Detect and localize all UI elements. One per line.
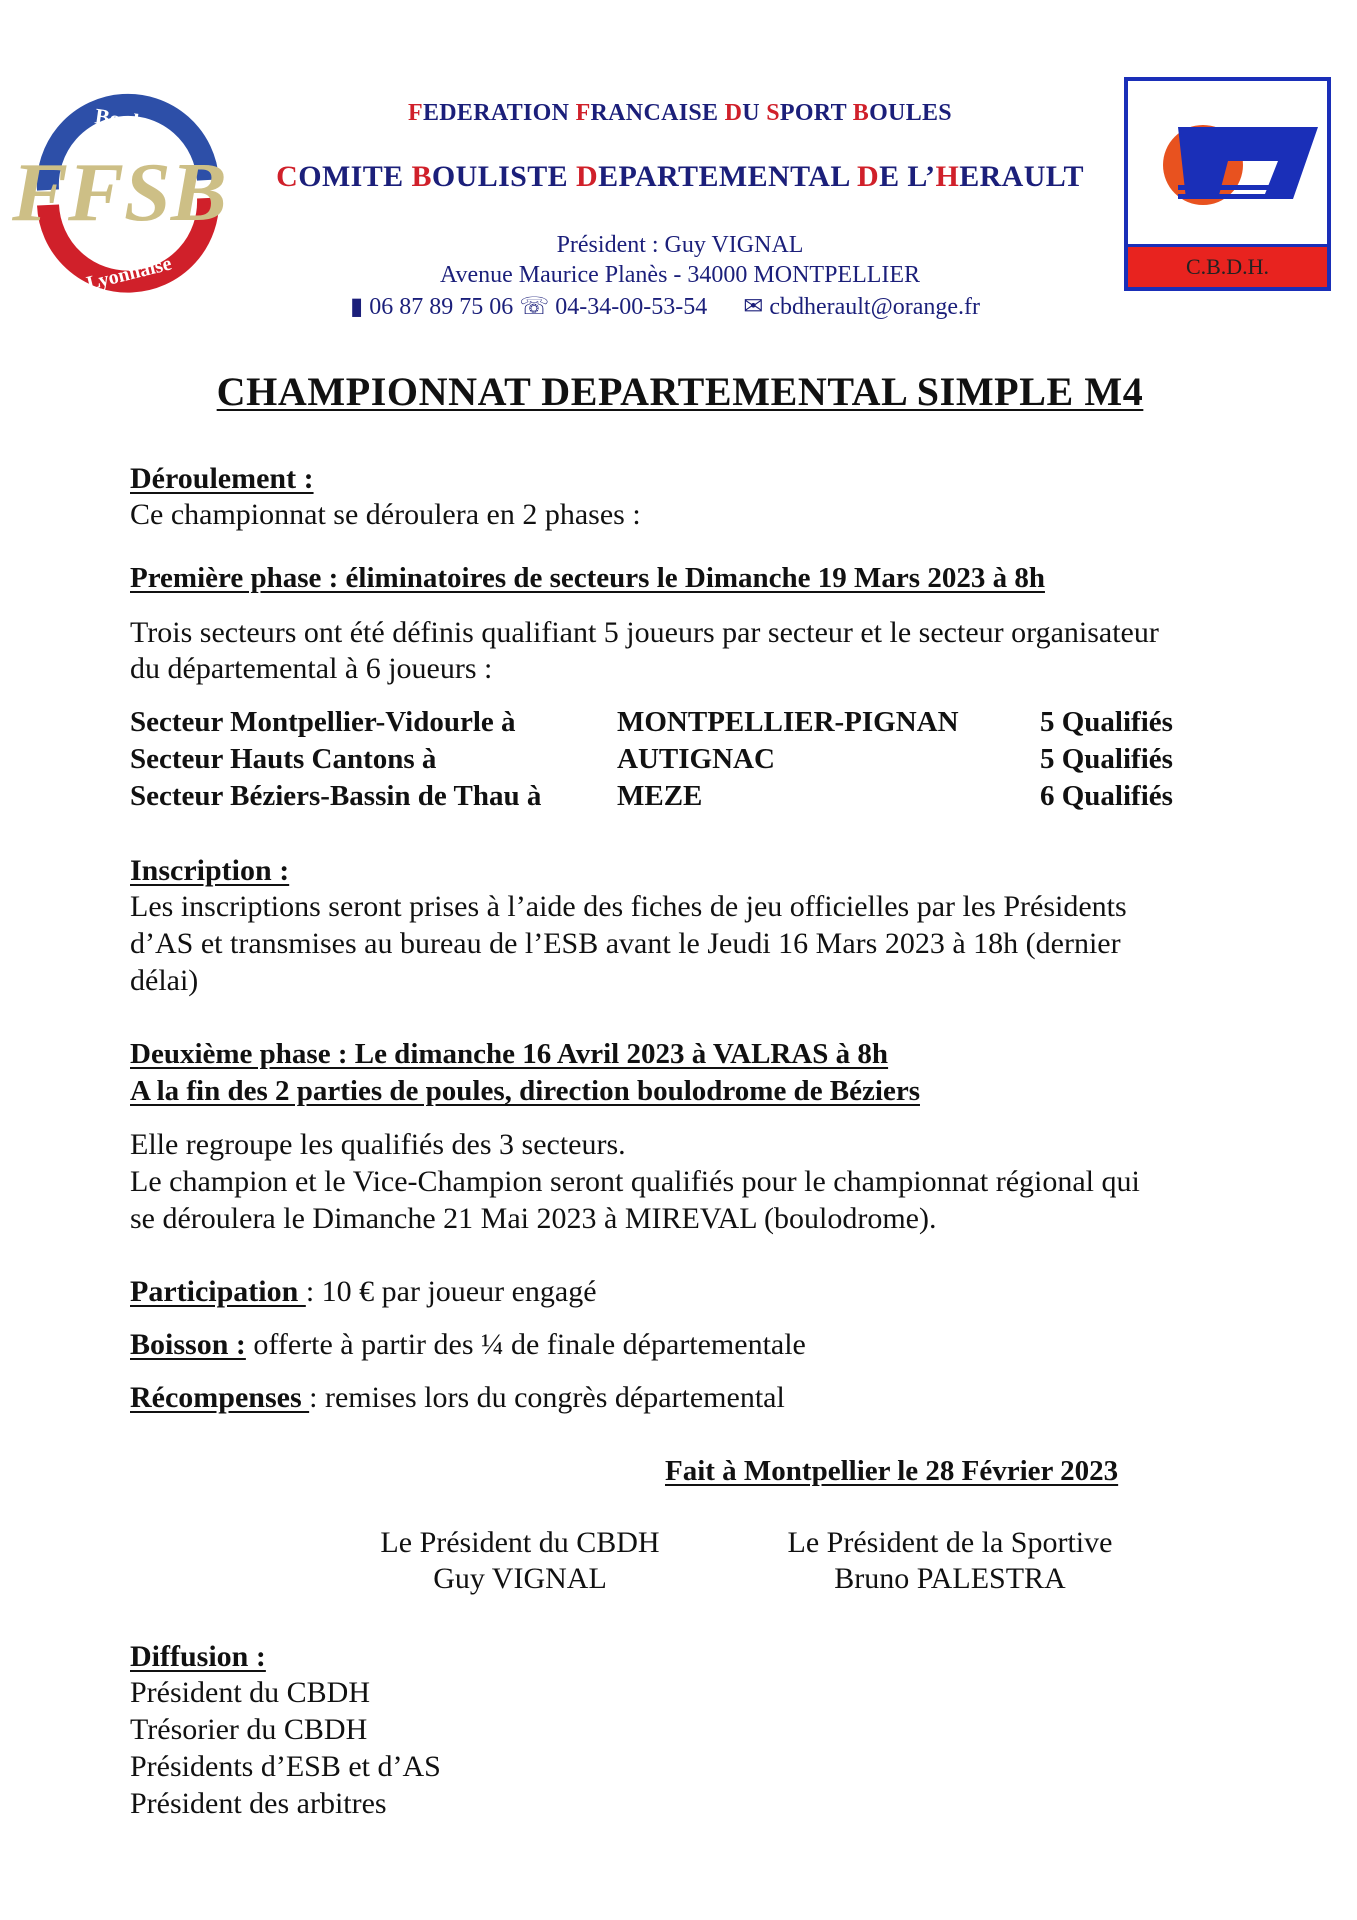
deroulement-text: Ce championnat se déroulera en 2 phases : — [130, 498, 641, 531]
cbdh-emblem-icon — [1128, 81, 1327, 241]
phase2-line-2: Le champion et le Vice-Champion seront qualifiés pour le championnat régional qui — [130, 1165, 1140, 1198]
phase2-line-1: Elle regroupe les qualifiés des 3 secteurs. — [130, 1128, 626, 1161]
logo-bottom-text: Lyonnaise — [84, 252, 174, 294]
diffusion-item: Président du CBDH — [130, 1676, 370, 1709]
email-address: cbdherault@orange.fr — [769, 294, 980, 320]
phase2-heading-1: Deuxième phase : Le dimanche 16 Avril 2023 à VALRAS à 8h — [130, 1038, 889, 1070]
sector-qualified: 6 Qualifiés — [1040, 780, 1173, 812]
sector-location: MEZE — [617, 780, 703, 812]
inscription-line-2: d’AS et transmises au bureau de l’ESB avant le Jeudi 16 Mars 2023 à 18h (dernier — [130, 927, 1121, 960]
inscription-heading: Inscription : — [130, 854, 290, 887]
recompenses-label: Récompenses — [130, 1381, 310, 1414]
logo-main-text: FFSB — [12, 146, 227, 239]
participation-text: : 10 € par joueur engagé — [305, 1275, 597, 1308]
inscription-line-1: Les inscriptions seront prises à l’aide des fiches de jeu officielles par les Présidents — [130, 890, 1127, 923]
mobile-number: 06 87 89 75 06 — [369, 294, 514, 320]
fait-line: Fait à Montpellier le 28 Février 2023 — [665, 1455, 1119, 1487]
participation-row — [130, 1275, 597, 1309]
sector-location: AUTIGNAC — [617, 743, 775, 775]
boisson-row — [130, 1328, 806, 1362]
boisson-text: offerte à partir des ¼ de finale départementale — [245, 1328, 806, 1361]
federation-title — [300, 100, 1060, 127]
address-line: Avenue Maurice Planès - 34000 MONTPELLIER — [439, 262, 921, 288]
sector-qualified: 5 Qualifiés — [1040, 743, 1173, 775]
diffusion-item: Trésorier du CBDH — [130, 1713, 368, 1746]
mobile-icon: ▮ — [350, 294, 364, 320]
sector-name: Secteur Montpellier-Vidourle à — [130, 706, 516, 738]
page-title: CHAMPIONNAT DEPARTEMENTAL SIMPLE M4 — [216, 369, 1144, 414]
signature-role: Le Président du CBDH — [380, 1526, 660, 1559]
boisson-label: Boisson : — [130, 1328, 246, 1361]
phase1-heading: Première phase : éliminatoires de secteurs le Dimanche 19 Mars 2023 à 8h — [130, 562, 1045, 594]
sector-qualified: 5 Qualifiés — [1040, 706, 1173, 738]
phase1-text-1: Trois secteurs ont été définis qualifiant 5 joueurs par secteur et le secteur organisateur — [130, 616, 1159, 649]
signature-role: Le Président de la Sportive — [787, 1526, 1113, 1559]
participation-label: Participation — [130, 1275, 306, 1308]
comite-text: COMITE BOULISTE DEPARTEMENTAL DE L’HERAULT — [276, 160, 1084, 193]
inscription-line-3: délai) — [130, 964, 199, 997]
sector-name: Secteur Hauts Cantons à — [130, 743, 437, 775]
contact-line — [350, 292, 1070, 321]
sector-name: Secteur Béziers-Bassin de Thau à — [130, 780, 542, 812]
email-icon: ✉ — [743, 294, 764, 320]
diffusion-heading: Diffusion : — [130, 1640, 266, 1673]
president-line: Président : Guy VIGNAL — [556, 232, 804, 258]
cbdh-label: C.B.D.H. — [1128, 244, 1327, 287]
ffsb-logo — [8, 80, 250, 294]
phase1-text-2: du départemental à 6 joueurs : — [130, 652, 493, 685]
signature-right — [760, 1526, 1140, 1596]
phone-icon: ☏ — [519, 294, 550, 320]
phase2-line-3: se déroulera le Dimanche 21 Mai 2023 à MIREVAL (boulodrome). — [130, 1202, 937, 1235]
federation-text: FEDERATION FRANCAISE DU SPORT BOULES — [408, 100, 952, 126]
signature-name: Guy VIGNAL — [433, 1562, 607, 1595]
deroulement-heading: Déroulement : — [130, 462, 314, 495]
signature-name: Bruno PALESTRA — [834, 1562, 1066, 1595]
comite-title — [270, 160, 1090, 194]
recompenses-text: : remises lors du congrès départemental — [309, 1381, 785, 1414]
phase2-heading-2: A la fin des 2 parties de poules, direction boulodrome de Béziers — [130, 1075, 920, 1107]
cbdh-logo — [1124, 77, 1331, 291]
signature-left — [355, 1526, 685, 1596]
recompenses-row — [130, 1381, 785, 1415]
diffusion-item: Présidents d’ESB et d’AS — [130, 1750, 441, 1783]
diffusion-item: Président des arbitres — [130, 1787, 387, 1820]
phone-number: 04-34-00-53-54 — [555, 294, 708, 320]
sector-location: MONTPELLIER-PIGNAN — [617, 706, 959, 738]
logo-top-text: Boule — [93, 103, 151, 136]
